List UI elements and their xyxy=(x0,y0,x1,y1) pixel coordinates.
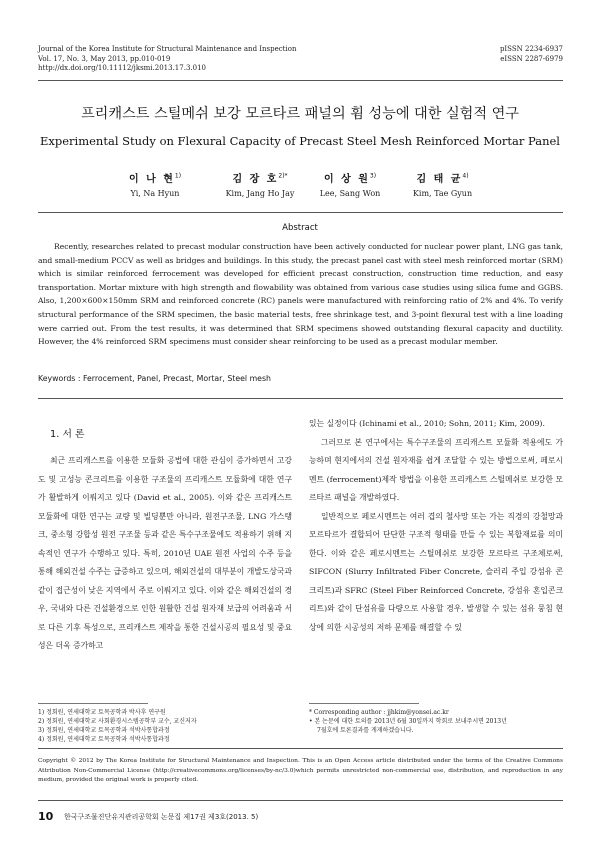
footnotes-correspondence xyxy=(309,708,563,735)
footnotes-affiliations xyxy=(38,708,292,744)
author-4-sup: 4) xyxy=(462,172,469,180)
intro-paragraph-1: 최근 프리캐스트를 이용한 모듈화 공법에 대한 관심이 증가하면서 고강도 및 고성능 콘크리트를 이용한 구조물의 프리캐스트 모듈화에 대한 연구가 활발하게 이뤄지고 있다 (David et al., 2005). 이와 같은 프리캐스트 모듈화에 대한 연구는 교량 및 빌딩뿐만 아니라, 원전구조물, LNG 가스탱크, 중소형 강합성 원전 구조물 등과 같은 특수구조물에도 적용하기 위해 지속적인 연구가 수행하고 있다. 특히, 2010년 UAE 원전 사업의 수주 등을 통해 해외건설 수주는 급증하고 있으며, 해외건설의 대부분이 개발도상국과 같이 접근성이 낮은 지역에서 주로 이뤄지고 있다. 이와 같은 해외건설의 경우, 국내와 다른 건설환경으로 인한 원활한 건설 원자재 보급의 어려움과 서로 다른 기후 특성으로, 프리캐스트 제작을 통한 건설시공의 필요성 및 중요성은 더욱 증가하고 xyxy=(38,456,292,650)
abstract-text: Recently, researches related to precast modular construction have been actively conducted for nuclear power plant, LNG gas tank, and small-medium PCCV as well as bridges and buildings. In this study, the precast panel cast with steel mesh reinforced mortar (SRM) which is similar reinforced ferrocement was developed for efficient precast construction, construction time reduction, and easy transportation. Mortar mixture with high strength and flowability was obtained from various case studies using silica fume and GGBS. Also, 1,200×600×150mm SRM and reinforced concrete (RC) panels were manufactured with reinforcing ratio of 2% and 4%. To verify structural performance of the SRM specimen, the basic material tests, free shrinkage test, and 3-point flexural test with a line loading were carried out. From the test results, it was determined that SRM specimens showed outstanding flexural capacity and ductility. However, the 4% reinforced SRM specimens must consider shear reinforcing to be used as a precast modular member. xyxy=(38,242,563,347)
footnote-1: 1) 정회원, 연세대학교 토목공학과 박사후 연구원 xyxy=(38,709,166,716)
author-2 xyxy=(210,170,310,198)
author-2-en: Kim, Jang Ho Jay xyxy=(225,189,295,198)
journal-name: Journal of the Korea Institute for Structural Maintenance and Inspection xyxy=(38,45,297,53)
footnote-3: 3) 정회원, 연세대학교 토목공학과 석박사통합과정 xyxy=(38,727,170,734)
author-1 xyxy=(110,170,200,198)
intro-continuation: 있는 실정이다 (Ichinami et al., 2010; Sohn, 2011; Kim, 2009). xyxy=(309,419,545,428)
corresponding-author: * Corresponding author : jjhkim@yonsei.ac.kr xyxy=(309,709,449,716)
journal-info xyxy=(38,45,358,74)
left-column xyxy=(38,452,292,656)
running-footer: 한국구조물진단유지관리공학회 논문집 제17권 제3호(2013. 5) xyxy=(64,813,259,821)
author-4-ko: 김 태 균 xyxy=(416,174,463,185)
copyright-rule xyxy=(38,748,563,749)
author-3-sup: 3) xyxy=(369,172,377,180)
author-3-ko: 이 상 원 xyxy=(323,174,370,185)
journal-doi[interactable]: http://dx.doi.org/10.11112/jksmi.2013.17.3.010 xyxy=(38,64,206,72)
author-2-sup: 2)* xyxy=(278,172,288,180)
page-number: 10 xyxy=(38,810,54,823)
intro-paragraph-3: 일반적으로 페로시멘트는 여러 겹의 철사망 또는 가는 직경의 강철망과 모르타르가 결합되어 단단한 구조적 형태를 만들 수 있는 복합재료를 의미한다. 이와 같은 페로시멘트는 스틸메쉬로 보강한 모르타르 구조체로써, SIFCON (Slurry Infiltrated Fiber Concrete, 슬러리 주입 강섬유 콘크리트)과 SFRC (Steel Fiber Reinforced Concrete, 강섬유 혼입콘크리트)와 같이 단섬유를 다량으로 사용할 경우, 발생할 수 있는 섬유 뭉침 현상에 의한 시공성의 저하 문제를 해결할 수 있 xyxy=(309,511,563,632)
issn-info xyxy=(413,45,563,64)
pissn: pISSN 2234-6937 xyxy=(499,45,563,53)
eissn: eISSN 2287-6979 xyxy=(500,54,563,63)
author-2-ko: 김 장 호 xyxy=(232,174,279,185)
abstract-heading: Abstract xyxy=(282,223,318,233)
footnote-rule-left xyxy=(38,703,148,704)
author-3 xyxy=(305,170,395,198)
abstract-top-rule xyxy=(38,212,563,213)
intro-paragraph-2: 그러므로 본 연구에서는 특수구조물의 프리캐스트 모듈화 적용에도 가능하며 현지에서의 건설 원자재를 쉽게 조달할 수 있는 방법으로써, 페로시멘트 (ferrocement)제작 방법을 이용한 프리캐스트 스틸메쉬로 보강한 모르타르 패널을 개발하였다. xyxy=(309,437,563,502)
footnote-2: 2) 정회원, 연세대학교 사회환경시스템공학부 교수, 교신저자 xyxy=(38,718,197,725)
author-4-en: Kim, Tae Gyun xyxy=(412,189,473,198)
author-1-en: Yi, Na Hyun xyxy=(130,189,180,198)
journal-volume: Vol. 17, No. 3, May 2013, pp.010-019 xyxy=(38,54,171,63)
title-english: Experimental Study on Flexural Capacity of Precast Steel Mesh Reinforced Mortar Panel xyxy=(40,134,560,148)
footnote-rule-right xyxy=(309,703,419,704)
title-korean: 프리캐스트 스틸메쉬 보강 모르타르 패널의 휨 성능에 대한 실험적 연구 xyxy=(80,106,520,122)
right-column xyxy=(309,415,563,637)
footer-rule xyxy=(38,800,563,801)
author-4 xyxy=(395,170,490,198)
discussion-note-1: • 본 논문에 대한 토의를 2013년 6월 30일까지 학회로 보내주시면 2013년 xyxy=(309,718,507,725)
keywords: Keywords : Ferrocement, Panel, Precast, Mortar, Steel mesh xyxy=(38,374,271,383)
copyright-notice: Copyright © 2012 by The Korea Institute for Structural Maintenance and Inspection. This is an Open Access article distributed under the terms of the Creative Commons Attribution Non-Commercial License (http://creativecommons.org/licenses/by-nc/3.0)which permits unrestricted non-commercial use, distribution, and reproduction in any medium, provided the original work is properly cited. xyxy=(38,758,563,783)
author-1-ko: 이 나 현 xyxy=(128,174,175,185)
author-1-sup: 1) xyxy=(174,172,182,180)
footnote-4: 4) 정회원, 연세대학교 토목공학과 석박사통합과정 xyxy=(38,736,170,743)
header-rule xyxy=(38,80,563,81)
discussion-note-2: 7월호에 토론결과를 게재하겠습니다. xyxy=(317,727,414,734)
author-3-en: Lee, Sang Won xyxy=(319,189,381,198)
section-heading: 1. 서 론 xyxy=(50,429,85,440)
abstract-bottom-rule xyxy=(38,398,563,399)
